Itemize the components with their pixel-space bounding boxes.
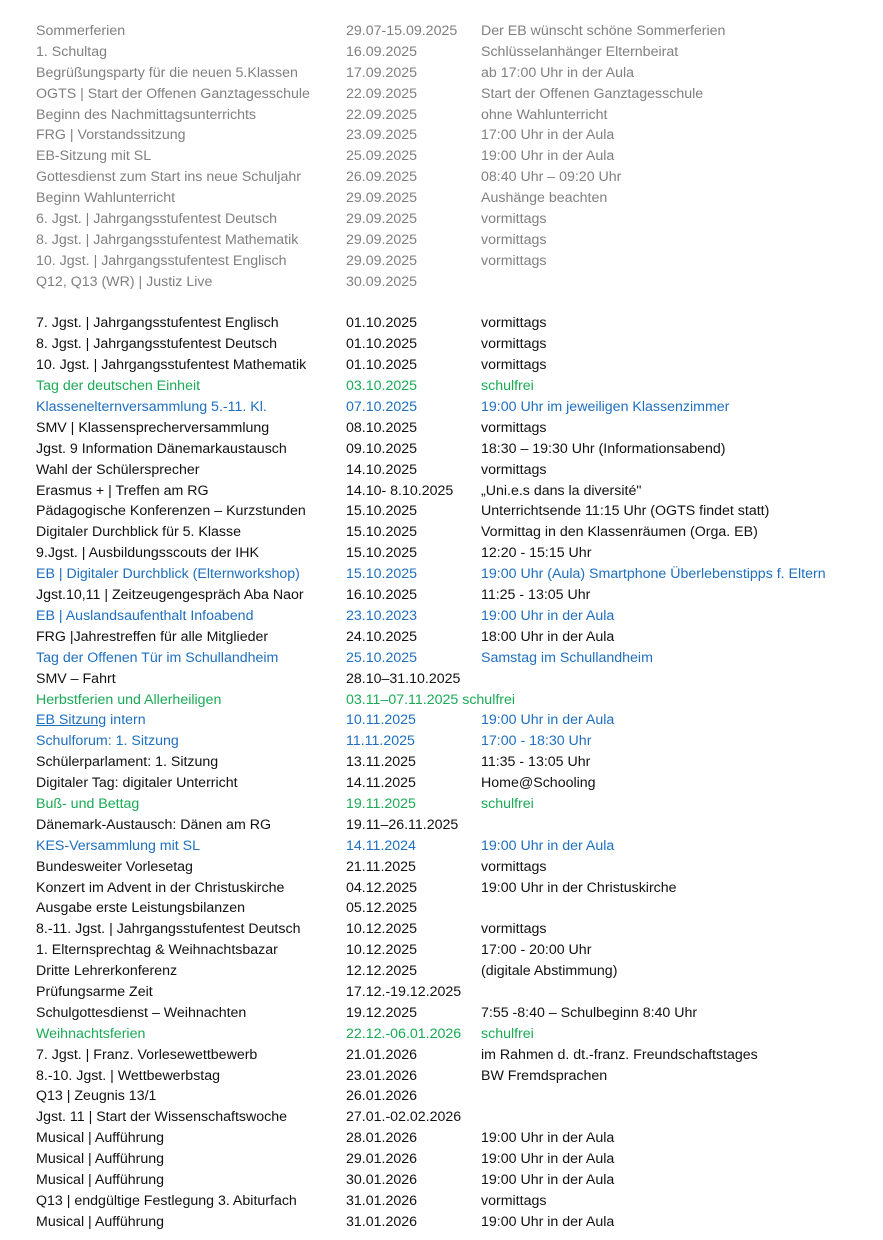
- event-name: Herbstferien und Allerheiligen: [36, 691, 222, 708]
- event-name: 9.Jgst. | Ausbildungsscouts der IHK: [36, 545, 259, 562]
- schedule-row: [36, 752, 876, 773]
- event-date: 15.10.2025: [346, 545, 418, 562]
- event-date: 22.12.-06.01.2026: [346, 1025, 462, 1042]
- event-name: FRG | Vorstandssitzung: [36, 127, 186, 144]
- event-name: Beginn Wahlunterricht: [36, 190, 176, 207]
- event-name: Sommerferien: [36, 23, 126, 39]
- event-note: 08:40 Uhr – 09:20 Uhr: [481, 169, 622, 186]
- event-date: 29.09.2025: [346, 190, 418, 207]
- schedule-row: [36, 251, 876, 272]
- event-date: 14.11.2025: [346, 775, 416, 792]
- event-date: 19.12.2025: [346, 1004, 418, 1021]
- event-date: 17.12.-19.12.2025: [346, 983, 462, 1000]
- event-date: 30.09.2025: [346, 273, 418, 290]
- event-date: 19.11–26.11.2025: [346, 816, 459, 833]
- event-date: 25.10.2025: [346, 649, 418, 666]
- event-note: 19:00 Uhr in der Aula: [481, 148, 615, 165]
- schedule-row: [36, 1212, 876, 1233]
- event-date: 29.09.2025: [346, 231, 418, 248]
- event-name: EB | Auslandsaufenthalt Infoabend: [36, 607, 254, 624]
- event-date: 01.10.2025: [346, 315, 418, 332]
- event-name: FRG |Jahrestreffen für alle Mitglieder: [36, 628, 269, 645]
- event-name: Weihnachtsferien: [36, 1025, 146, 1042]
- schedule-row: [36, 1107, 876, 1128]
- event-name: Bundesweiter Vorlesetag: [36, 858, 193, 875]
- schedule-row: [36, 669, 876, 690]
- event-date: 31.01.2026: [346, 1192, 418, 1209]
- event-note: 17:00 - 20:00 Uhr: [481, 942, 592, 959]
- event-name: EB | Digitaler Durchblick (Elternworkshop): [36, 566, 300, 583]
- event-note: 19:00 Uhr in der Aula: [481, 1213, 615, 1230]
- schedule-row: [36, 857, 876, 878]
- event-name: Schülerparlament: 1. Sitzung: [36, 754, 219, 771]
- schedule-row: [36, 710, 876, 731]
- event-name-rest: intern: [110, 712, 146, 729]
- schedule-row: [36, 355, 876, 376]
- event-name: 8.-11. Jgst. | Jahrgangsstufentest Deutsch: [36, 921, 301, 938]
- schedule-row: [36, 418, 876, 439]
- event-name: Q13 | Zeugnis 13/1: [36, 1088, 157, 1105]
- event-name: Dänemark-Austausch: Dänen am RG: [36, 816, 271, 833]
- schedule-row: [36, 334, 876, 355]
- event-note: 19:00 Uhr in der Aula: [481, 1171, 615, 1188]
- event-note: vormittags: [481, 858, 547, 875]
- event-note: ohne Wahlunterricht: [481, 106, 608, 123]
- event-date: 07.10.2025: [346, 399, 418, 416]
- schedule-row: [36, 961, 876, 982]
- schedule-row: [36, 460, 876, 481]
- event-note: Vormittag in den Klassenräumen (Orga. EB): [481, 524, 758, 541]
- event-date: 15.10.2025: [346, 566, 418, 583]
- event-date: 21.11.2025: [346, 858, 416, 875]
- event-name: Jgst. 11 | Start der Wissenschaftswoche: [36, 1109, 288, 1126]
- event-note: 19:00 Uhr in der Aula: [481, 712, 615, 729]
- event-name: SMV – Fahrt: [36, 670, 116, 687]
- event-note: 7:55 -8:40 – Schulbeginn 8:40 Uhr: [481, 1004, 698, 1021]
- event-date: 28.10–31.10.2025: [346, 670, 461, 687]
- schedule-row: [36, 1024, 876, 1045]
- event-date: 05.12.2025: [346, 900, 418, 917]
- event-name: Beginn des Nachmittagsunterrichts: [36, 106, 257, 123]
- event-name: Digitaler Tag: digitaler Unterricht: [36, 775, 238, 792]
- schedule-row: [36, 690, 876, 711]
- schedule-row: [36, 836, 876, 857]
- schedule-row: [36, 167, 876, 188]
- event-name: Digitaler Durchblick für 5. Klasse: [36, 524, 242, 541]
- event-date: 29.09.2025: [346, 252, 418, 269]
- event-note: 12:20 - 15:15 Uhr: [481, 545, 592, 562]
- event-name: 1. Elternsprechtag & Weihnachtsbazar: [36, 942, 278, 959]
- event-note: 11:25 - 13:05 Uhr: [481, 587, 591, 604]
- event-date: 23.01.2026: [346, 1067, 418, 1084]
- event-name: [36, 710, 146, 731]
- event-note: vormittags: [481, 921, 547, 938]
- event-date: 08.10.2025: [346, 419, 418, 436]
- schedule-row: [36, 606, 876, 627]
- schedule-row: [36, 940, 876, 961]
- spacer-row: [36, 293, 876, 314]
- schedule-row: [36, 84, 876, 105]
- event-note: vormittags: [481, 231, 547, 248]
- event-date: 24.10.2025: [346, 628, 418, 645]
- event-date: 09.10.2025: [346, 440, 418, 457]
- event-date: 16.10.2025: [346, 587, 418, 604]
- event-name: KES-Versammlung mit SL: [36, 837, 201, 854]
- event-date: 04.12.2025: [346, 879, 418, 896]
- event-note: vormittags: [481, 419, 547, 436]
- event-note: 19:00 Uhr (Aula) Smartphone Überlebenstipps f. Eltern: [481, 566, 826, 583]
- event-date: 19.11.2025: [346, 795, 416, 812]
- schedule-row: [36, 313, 876, 334]
- schedule-row: [36, 1066, 876, 1087]
- event-note: BW Fremdsprachen: [481, 1067, 608, 1084]
- schedule-row: [36, 731, 876, 752]
- event-note: 17:00 - 18:30 Uhr: [481, 733, 592, 750]
- event-date: 01.10.2025: [346, 357, 418, 374]
- event-name: Schulgottesdienst – Weihnachten: [36, 1004, 247, 1021]
- event-date: 21.01.2026: [346, 1046, 418, 1063]
- event-date: 10.12.2025: [346, 921, 418, 938]
- schedule-row: [36, 627, 876, 648]
- event-name: Jgst.10,11 | Zeitzeugengespräch Aba Naor: [36, 587, 304, 604]
- schedule-row: [36, 42, 876, 63]
- event-name: Q13 | endgültige Festlegung 3. Abiturfach: [36, 1192, 297, 1209]
- event-name: SMV | Klassensprecherversammlung: [36, 419, 270, 436]
- schedule-row: [36, 1170, 876, 1191]
- schedule-row: [36, 522, 876, 543]
- event-link[interactable]: EB Sitzung: [36, 712, 107, 729]
- event-date: 29.07-15.09.2025: [346, 23, 458, 39]
- event-name: Musical | Aufführung: [36, 1130, 165, 1147]
- event-name: 10. Jgst. | Jahrgangsstufentest Englisch: [36, 252, 287, 269]
- event-note: 19:00 Uhr in der Aula: [481, 1151, 615, 1168]
- event-note: 18:30 – 19:30 Uhr (Informationsabend): [481, 440, 726, 457]
- event-date: 16.09.2025: [346, 43, 418, 60]
- schedule-row: [36, 815, 876, 836]
- schedule-row: [36, 376, 876, 397]
- schedule-row: [36, 1086, 876, 1107]
- event-date: 26.09.2025: [346, 169, 418, 186]
- schedule-row: [36, 209, 876, 230]
- event-note: 18:00 Uhr in der Aula: [481, 628, 615, 645]
- schedule-row: [36, 105, 876, 126]
- event-note: schulfrei: [481, 378, 534, 395]
- schedule-document: [36, 21, 876, 1233]
- event-name: 7. Jgst. | Franz. Vorlesewettbewerb: [36, 1046, 258, 1063]
- event-name: Q12, Q13 (WR) | Justiz Live: [36, 273, 213, 290]
- schedule-row: [36, 188, 876, 209]
- schedule-row: [36, 272, 876, 293]
- event-name: Klassenelternversammlung 5.-11. Kl.: [36, 399, 267, 416]
- event-date: 22.09.2025: [346, 85, 418, 102]
- schedule-row: [36, 982, 876, 1003]
- event-name: Begrüßungsparty für die neuen 5.Klassen: [36, 64, 298, 81]
- event-name: 6. Jgst. | Jahrgangsstufentest Deutsch: [36, 211, 278, 228]
- event-name: Buß- und Bettag: [36, 795, 140, 812]
- event-name: Erasmus + | Treffen am RG: [36, 482, 209, 499]
- event-note: 19:00 Uhr in der Christuskirche: [481, 879, 677, 896]
- event-name: EB-Sitzung mit SL: [36, 148, 152, 165]
- event-note: 11:35 - 13:05 Uhr: [481, 754, 591, 771]
- event-date: 14.11.2024: [346, 837, 416, 854]
- schedule-row: [36, 397, 876, 418]
- event-date: 27.01.-02.02.2026: [346, 1109, 462, 1126]
- event-name: OGTS | Start der Offenen Ganztagesschule: [36, 85, 310, 102]
- event-note: Der EB wünscht schöne Sommerferien: [481, 23, 726, 39]
- event-date: 14.10.2025: [346, 461, 418, 478]
- event-name: 7. Jgst. | Jahrgangsstufentest Englisch: [36, 315, 279, 332]
- schedule-row: [36, 1149, 876, 1170]
- event-date: 22.09.2025: [346, 106, 418, 123]
- event-date: 29.09.2025: [346, 211, 418, 228]
- schedule-row: [36, 543, 876, 564]
- event-date: 15.10.2025: [346, 524, 418, 541]
- schedule-row: [36, 63, 876, 84]
- event-date: 12.12.2025: [346, 963, 418, 980]
- event-note: „Uni.e.s dans la diversité": [481, 482, 642, 499]
- event-note: vormittags: [481, 1192, 547, 1209]
- schedule-row: [36, 230, 876, 251]
- event-name: 8. Jgst. | Jahrgangsstufentest Mathematik: [36, 231, 299, 248]
- event-date: 23.10.2023: [346, 607, 418, 624]
- schedule-row: [36, 146, 876, 167]
- schedule-row: [36, 648, 876, 669]
- event-date: 03.10.2025: [346, 378, 418, 395]
- event-note: schulfrei: [481, 795, 534, 812]
- event-name: Gottesdienst zum Start ins neue Schuljahr: [36, 169, 301, 186]
- event-note: Schlüsselanhänger Elternbeirat: [481, 43, 679, 60]
- event-note: vormittags: [481, 315, 547, 332]
- event-note: vormittags: [481, 357, 547, 374]
- event-name: Musical | Aufführung: [36, 1151, 165, 1168]
- event-note: im Rahmen d. dt.-franz. Freundschaftstages: [481, 1046, 758, 1063]
- event-name: Jgst. 9 Information Dänemarkaustausch: [36, 440, 287, 457]
- event-date: 29.01.2026: [346, 1151, 418, 1168]
- event-note: ab 17:00 Uhr in der Aula: [481, 64, 635, 81]
- event-name: Pädagogische Konferenzen – Kurzstunden: [36, 503, 306, 520]
- event-note: 19:00 Uhr in der Aula: [481, 1130, 615, 1147]
- event-note: schulfrei: [481, 1025, 534, 1042]
- event-date: 11.11.2025: [346, 733, 415, 750]
- event-note: 19:00 Uhr in der Aula: [481, 837, 615, 854]
- event-name: Musical | Aufführung: [36, 1171, 165, 1188]
- schedule-row: [36, 898, 876, 919]
- event-date: 03.11–07.11.2025 schulfrei: [346, 691, 516, 708]
- event-date: 23.09.2025: [346, 127, 418, 144]
- event-note: Start der Offenen Ganztagesschule: [481, 85, 704, 102]
- event-name: Ausgabe erste Leistungsbilanzen: [36, 900, 246, 917]
- event-note: 17:00 Uhr in der Aula: [481, 127, 615, 144]
- schedule-row: [36, 501, 876, 522]
- event-date: 28.01.2026: [346, 1130, 418, 1147]
- schedule-row: [36, 878, 876, 899]
- event-note: vormittags: [481, 252, 547, 269]
- schedule-row: [36, 919, 876, 940]
- event-name: Prüfungsarme Zeit: [36, 983, 153, 1000]
- schedule-row: [36, 125, 876, 146]
- event-note: vormittags: [481, 336, 547, 353]
- event-note: 19:00 Uhr in der Aula: [481, 607, 615, 624]
- event-name: Musical | Aufführung: [36, 1213, 165, 1230]
- event-note: vormittags: [481, 461, 547, 478]
- event-note: Samstag im Schullandheim: [481, 649, 653, 666]
- schedule-row: [36, 1191, 876, 1212]
- schedule-row: [36, 439, 876, 460]
- event-date: 31.01.2026: [346, 1213, 418, 1230]
- event-note: Aushänge beachten: [481, 190, 608, 207]
- event-date: 01.10.2025: [346, 336, 418, 353]
- event-date: 13.11.2025: [346, 754, 416, 771]
- event-date: 15.10.2025: [346, 503, 418, 520]
- event-date: 25.09.2025: [346, 148, 418, 165]
- event-name: Tag der deutschen Einheit: [36, 378, 201, 395]
- event-note: Unterrichtsende 11:15 Uhr (OGTS findet statt): [481, 503, 770, 520]
- schedule-row: [36, 585, 876, 606]
- schedule-row: [36, 21, 876, 42]
- event-date: 10.11.2025: [346, 712, 416, 729]
- event-note: Home@Schooling: [481, 775, 596, 792]
- event-date: 17.09.2025: [346, 64, 418, 81]
- event-note: 19:00 Uhr im jeweiligen Klassenzimmer: [481, 399, 730, 416]
- schedule-row: [36, 564, 876, 585]
- schedule-row: [36, 1045, 876, 1066]
- event-name: 10. Jgst. | Jahrgangsstufentest Mathematik: [36, 357, 307, 374]
- event-name: Wahl der Schülersprecher: [36, 461, 200, 478]
- event-name: Dritte Lehrerkonferenz: [36, 963, 178, 980]
- schedule-row: [36, 1128, 876, 1149]
- event-note: vormittags: [481, 211, 547, 228]
- event-date: 26.01.2026: [346, 1088, 418, 1105]
- schedule-row: [36, 773, 876, 794]
- event-name: Konzert im Advent in der Christuskirche: [36, 879, 285, 896]
- event-name: 1. Schultag: [36, 43, 107, 60]
- schedule-row: [36, 794, 876, 815]
- event-name: 8. Jgst. | Jahrgangsstufentest Deutsch: [36, 336, 278, 353]
- event-date: 14.10- 8.10.2025: [346, 482, 454, 499]
- event-date: 10.12.2025: [346, 942, 418, 959]
- schedule-row: [36, 481, 876, 502]
- event-name: 8.-10. Jgst. | Wettbewerbstag: [36, 1067, 221, 1084]
- event-name: Schulforum: 1. Sitzung: [36, 733, 179, 750]
- event-date: 30.01.2026: [346, 1171, 418, 1188]
- schedule-row: [36, 1003, 876, 1024]
- event-note: (digitale Abstimmung): [481, 963, 618, 980]
- event-name: Tag der Offenen Tür im Schullandheim: [36, 649, 279, 666]
